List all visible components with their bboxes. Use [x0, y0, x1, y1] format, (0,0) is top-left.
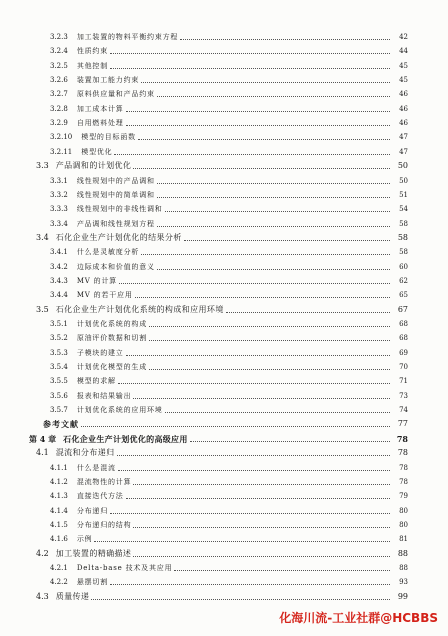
- dot-leader: [157, 196, 390, 198]
- toc-page-number: 74: [399, 406, 408, 415]
- toc-entry: [50, 31, 408, 43]
- toc-page-number: 93: [399, 578, 408, 587]
- toc-page-number: 51: [399, 190, 408, 199]
- dot-leader: [133, 526, 390, 528]
- toc-page-number: 47: [399, 133, 408, 142]
- toc-number: 4.2.1: [50, 563, 68, 572]
- toc-title: 性质约束: [76, 47, 109, 56]
- toc-number: 3.5.5: [50, 377, 68, 386]
- toc-title: 装置加工能力约束: [76, 76, 140, 85]
- toc-title: 自用燃料处理: [76, 119, 124, 128]
- toc-entry: [50, 390, 408, 402]
- dot-leader: [226, 311, 390, 313]
- toc-page-number: 81: [399, 535, 408, 544]
- dot-leader: [184, 239, 390, 241]
- toc-title: 原料供应量和产品约束: [76, 90, 155, 99]
- toc-number: 4.1: [36, 448, 49, 458]
- toc-title: 混流和分布递归: [55, 448, 115, 458]
- toc-page-number: 77: [397, 419, 408, 429]
- toc-title: 加工成本计算: [76, 104, 124, 113]
- toc-page-number: 45: [399, 76, 408, 85]
- toc-number: 3.3: [36, 161, 49, 171]
- toc-entry: [50, 462, 408, 474]
- toc-entry: [50, 117, 408, 129]
- toc-title: 其他控制: [76, 61, 109, 70]
- toc-entry: [50, 175, 408, 187]
- dot-leader: [141, 81, 390, 83]
- toc-entry: [50, 203, 408, 215]
- dot-leader: [190, 440, 390, 442]
- dot-leader: [174, 569, 390, 571]
- dot-leader: [165, 411, 390, 413]
- watermark: 化海川流-工业社群@HCBBS: [279, 611, 438, 625]
- toc-page-number: 78: [396, 433, 408, 444]
- toc-title: 模型优化: [81, 147, 113, 156]
- toc-title: 模型的目标函数: [81, 133, 136, 142]
- toc-title: 线性规划中的简单调和: [76, 190, 155, 199]
- toc-number: 4.1.2: [50, 477, 68, 486]
- toc-number: 3.5.2: [50, 334, 68, 343]
- toc-page-number: 46: [399, 119, 408, 128]
- toc-number: 3.2.9: [50, 119, 68, 128]
- toc-number: 3.4.2: [50, 262, 68, 271]
- dot-leader: [157, 182, 390, 184]
- toc-entry: [36, 447, 408, 459]
- toc-title: 报表和结果输出: [76, 391, 132, 400]
- dot-leader: [133, 555, 390, 557]
- dot-leader: [149, 339, 390, 341]
- toc-number: 4.3: [36, 591, 49, 601]
- toc-title: 加工装置的精确描述: [55, 548, 132, 558]
- toc-title: MV 的计算: [76, 276, 118, 285]
- toc-number: 4.1.5: [50, 520, 68, 529]
- toc-entry: [50, 505, 408, 517]
- toc-page-number: 68: [399, 334, 408, 343]
- toc-number: 3.2.11: [50, 147, 73, 156]
- toc-page-number: 42: [399, 33, 408, 41]
- toc-entry: [50, 103, 408, 115]
- toc-number: 4.1.4: [50, 506, 68, 515]
- dot-leader: [118, 382, 390, 384]
- toc-number: 3.5.1: [50, 320, 68, 328]
- toc-entry: [50, 289, 408, 301]
- toc-number: 3.5.6: [50, 391, 68, 400]
- toc-entry: [50, 404, 408, 416]
- toc-page-number: 70: [399, 363, 408, 372]
- toc-title: 线性规划中的产品调和: [76, 176, 155, 185]
- dot-leader: [141, 253, 390, 255]
- toc-title: 计划优化系统的构成: [76, 320, 148, 328]
- toc-number: 3.3.2: [50, 190, 68, 199]
- toc-number: 3.5.7: [50, 406, 68, 415]
- dot-leader: [135, 296, 390, 298]
- toc-number: 4.2: [36, 548, 49, 558]
- dot-leader: [157, 268, 390, 270]
- toc-title: 参考文献: [43, 419, 79, 430]
- dot-leader: [91, 598, 390, 600]
- toc-title: 石化企业生产计划优化的高级应用: [63, 433, 188, 444]
- toc-entry: [50, 88, 408, 100]
- toc-number: 3.5.3: [50, 348, 68, 357]
- toc-entry: [50, 60, 408, 72]
- toc-title: 模型的求解: [76, 377, 116, 386]
- toc-title: 线性规划中的非线性调和: [76, 205, 163, 214]
- toc-number: 3.5: [36, 304, 49, 314]
- toc-title: 计划优化系统的应用环境: [76, 406, 163, 415]
- dot-leader: [94, 540, 390, 542]
- toc-title: 计划优化模型的生成: [76, 363, 148, 372]
- toc-title: MV 的若干应用: [76, 291, 133, 300]
- toc-title: 边际成本和价值的意义: [76, 262, 155, 271]
- toc-number: 3.4: [36, 232, 49, 242]
- dot-leader: [126, 497, 390, 499]
- toc-number: 3.2.3: [50, 33, 68, 41]
- toc-entry: [50, 131, 408, 143]
- toc-page-number: 50: [399, 176, 408, 185]
- toc-title: 产品调和的计划优化: [55, 161, 132, 171]
- dot-leader: [133, 483, 390, 485]
- toc-page-number: 78: [397, 448, 408, 458]
- toc-entry: [50, 476, 408, 488]
- toc-page-number: 88: [397, 548, 408, 558]
- toc-entry: [43, 418, 408, 430]
- toc-page-number: 54: [399, 205, 408, 214]
- toc-title: 加工装置的物料平衡约束方程: [76, 33, 179, 41]
- toc-entry: [50, 347, 408, 359]
- toc-title: 子模块的建立: [76, 348, 124, 357]
- toc-title: 质量传递: [55, 591, 90, 601]
- toc-page-number: 62: [399, 276, 408, 285]
- toc-page-number: 47: [399, 147, 408, 156]
- dot-leader: [119, 282, 390, 284]
- dot-leader: [149, 325, 390, 327]
- toc-page-number: 71: [399, 377, 408, 386]
- toc-number: 3.2.4: [50, 47, 68, 56]
- toc-entry: [50, 275, 408, 287]
- toc-number: 3.4.4: [50, 291, 68, 300]
- toc-number: 3.4.3: [50, 276, 68, 285]
- toc-number: 3.5.4: [50, 363, 68, 372]
- toc-page-number: 68: [399, 320, 408, 328]
- toc-entry: [36, 232, 408, 244]
- toc-number: 第 4 章: [29, 433, 57, 444]
- toc-page-number: 88: [399, 563, 408, 572]
- toc-entry: [29, 433, 408, 445]
- toc-page-number: 80: [399, 506, 408, 515]
- toc-page-number: 58: [397, 232, 408, 242]
- toc-page-number: 58: [399, 248, 408, 257]
- toc-title: 直接迭代方法: [76, 492, 124, 501]
- toc-title: 混流物性的计算: [76, 477, 132, 486]
- toc-entry: [50, 533, 408, 545]
- toc-title: 分布递归: [76, 506, 109, 515]
- toc-title: 悬摆切割: [76, 578, 109, 587]
- dot-leader: [110, 583, 390, 585]
- toc-page-number: 79: [399, 492, 408, 501]
- toc-page-number: 69: [399, 348, 408, 357]
- toc-title: 示例: [76, 535, 93, 544]
- toc-entry: [50, 261, 408, 273]
- dot-leader: [126, 124, 390, 126]
- dot-leader: [133, 167, 390, 169]
- toc-number: 3.2.6: [50, 76, 68, 85]
- toc-entry: [50, 576, 408, 588]
- toc-page-number: 78: [399, 477, 408, 486]
- toc-entry: [36, 591, 408, 603]
- toc-page-number: 78: [399, 463, 408, 472]
- toc-page-number: 44: [399, 47, 408, 56]
- toc-title: 什么是灵敏度分析: [76, 248, 140, 257]
- dot-leader: [157, 95, 390, 97]
- dot-leader: [165, 210, 390, 212]
- toc-page-number: 99: [397, 591, 408, 601]
- dot-leader: [110, 67, 390, 69]
- toc-page-number: 50: [397, 161, 408, 171]
- toc-number: 3.2.10: [50, 133, 73, 142]
- toc-title: Delta-base 技术及其应用: [76, 563, 173, 572]
- dot-leader: [110, 52, 390, 54]
- toc-page-number: 67: [397, 304, 408, 314]
- dot-leader: [118, 469, 390, 471]
- dot-leader: [180, 38, 390, 40]
- toc-entry: [50, 146, 408, 158]
- dot-leader: [149, 368, 390, 370]
- toc-number: 3.3.4: [50, 219, 68, 228]
- toc-number: 4.1.1: [50, 463, 68, 472]
- toc-page-number: 46: [399, 104, 408, 113]
- dot-leader: [81, 425, 390, 427]
- toc-page-number: 46: [399, 90, 408, 99]
- toc-number: 3.3.1: [50, 176, 68, 185]
- toc-title: 原油评价数据和切割: [76, 334, 148, 343]
- dot-leader: [110, 512, 390, 514]
- toc-page-number: 65: [399, 291, 408, 300]
- toc-page-number: 58: [399, 219, 408, 228]
- dot-leader: [117, 454, 390, 456]
- toc-number: 3.4.1: [50, 248, 68, 257]
- dot-leader: [126, 110, 390, 112]
- toc-title: 石化企业生产计划优化的结果分析: [55, 232, 182, 242]
- toc-number: 3.2.5: [50, 61, 68, 70]
- toc-entry: [50, 332, 408, 344]
- toc-page-number: 73: [399, 391, 408, 400]
- toc-title: 分布递归的结构: [76, 520, 132, 529]
- toc-title: 产品调和线性规划方程: [76, 219, 155, 228]
- toc-number: 4.2.2: [50, 578, 68, 587]
- toc-number: 4.1.3: [50, 492, 68, 501]
- dot-leader: [114, 153, 390, 155]
- toc-entry: [50, 318, 408, 330]
- toc-title: 石化企业生产计划优化系统的构成和应用环境: [55, 304, 224, 314]
- toc-entry: [50, 361, 408, 373]
- toc-entry: [50, 490, 408, 502]
- toc-entry: [36, 548, 408, 560]
- toc-number: 3.2.7: [50, 90, 68, 99]
- toc-number: 4.1.6: [50, 535, 68, 544]
- dot-leader: [126, 354, 390, 356]
- dot-leader: [157, 225, 390, 227]
- toc-entry: [50, 246, 408, 258]
- toc-title: 什么是混流: [76, 463, 116, 472]
- toc-page-number: 80: [399, 520, 408, 529]
- toc-entry: [50, 189, 408, 201]
- toc-entry: [36, 160, 408, 172]
- toc-entry: [50, 45, 408, 57]
- toc-entry: [50, 519, 408, 531]
- toc-page-number: 60: [399, 262, 408, 271]
- toc-entry: [50, 74, 408, 86]
- toc-number: 3.3.3: [50, 205, 68, 214]
- toc-entry: [50, 218, 408, 230]
- toc-number: 3.2.8: [50, 104, 68, 113]
- toc-entry: [36, 304, 408, 316]
- toc-entry: [50, 562, 408, 574]
- dot-leader: [138, 138, 390, 140]
- toc-entry: [50, 375, 408, 387]
- toc-page-number: 45: [399, 61, 408, 70]
- dot-leader: [133, 397, 390, 399]
